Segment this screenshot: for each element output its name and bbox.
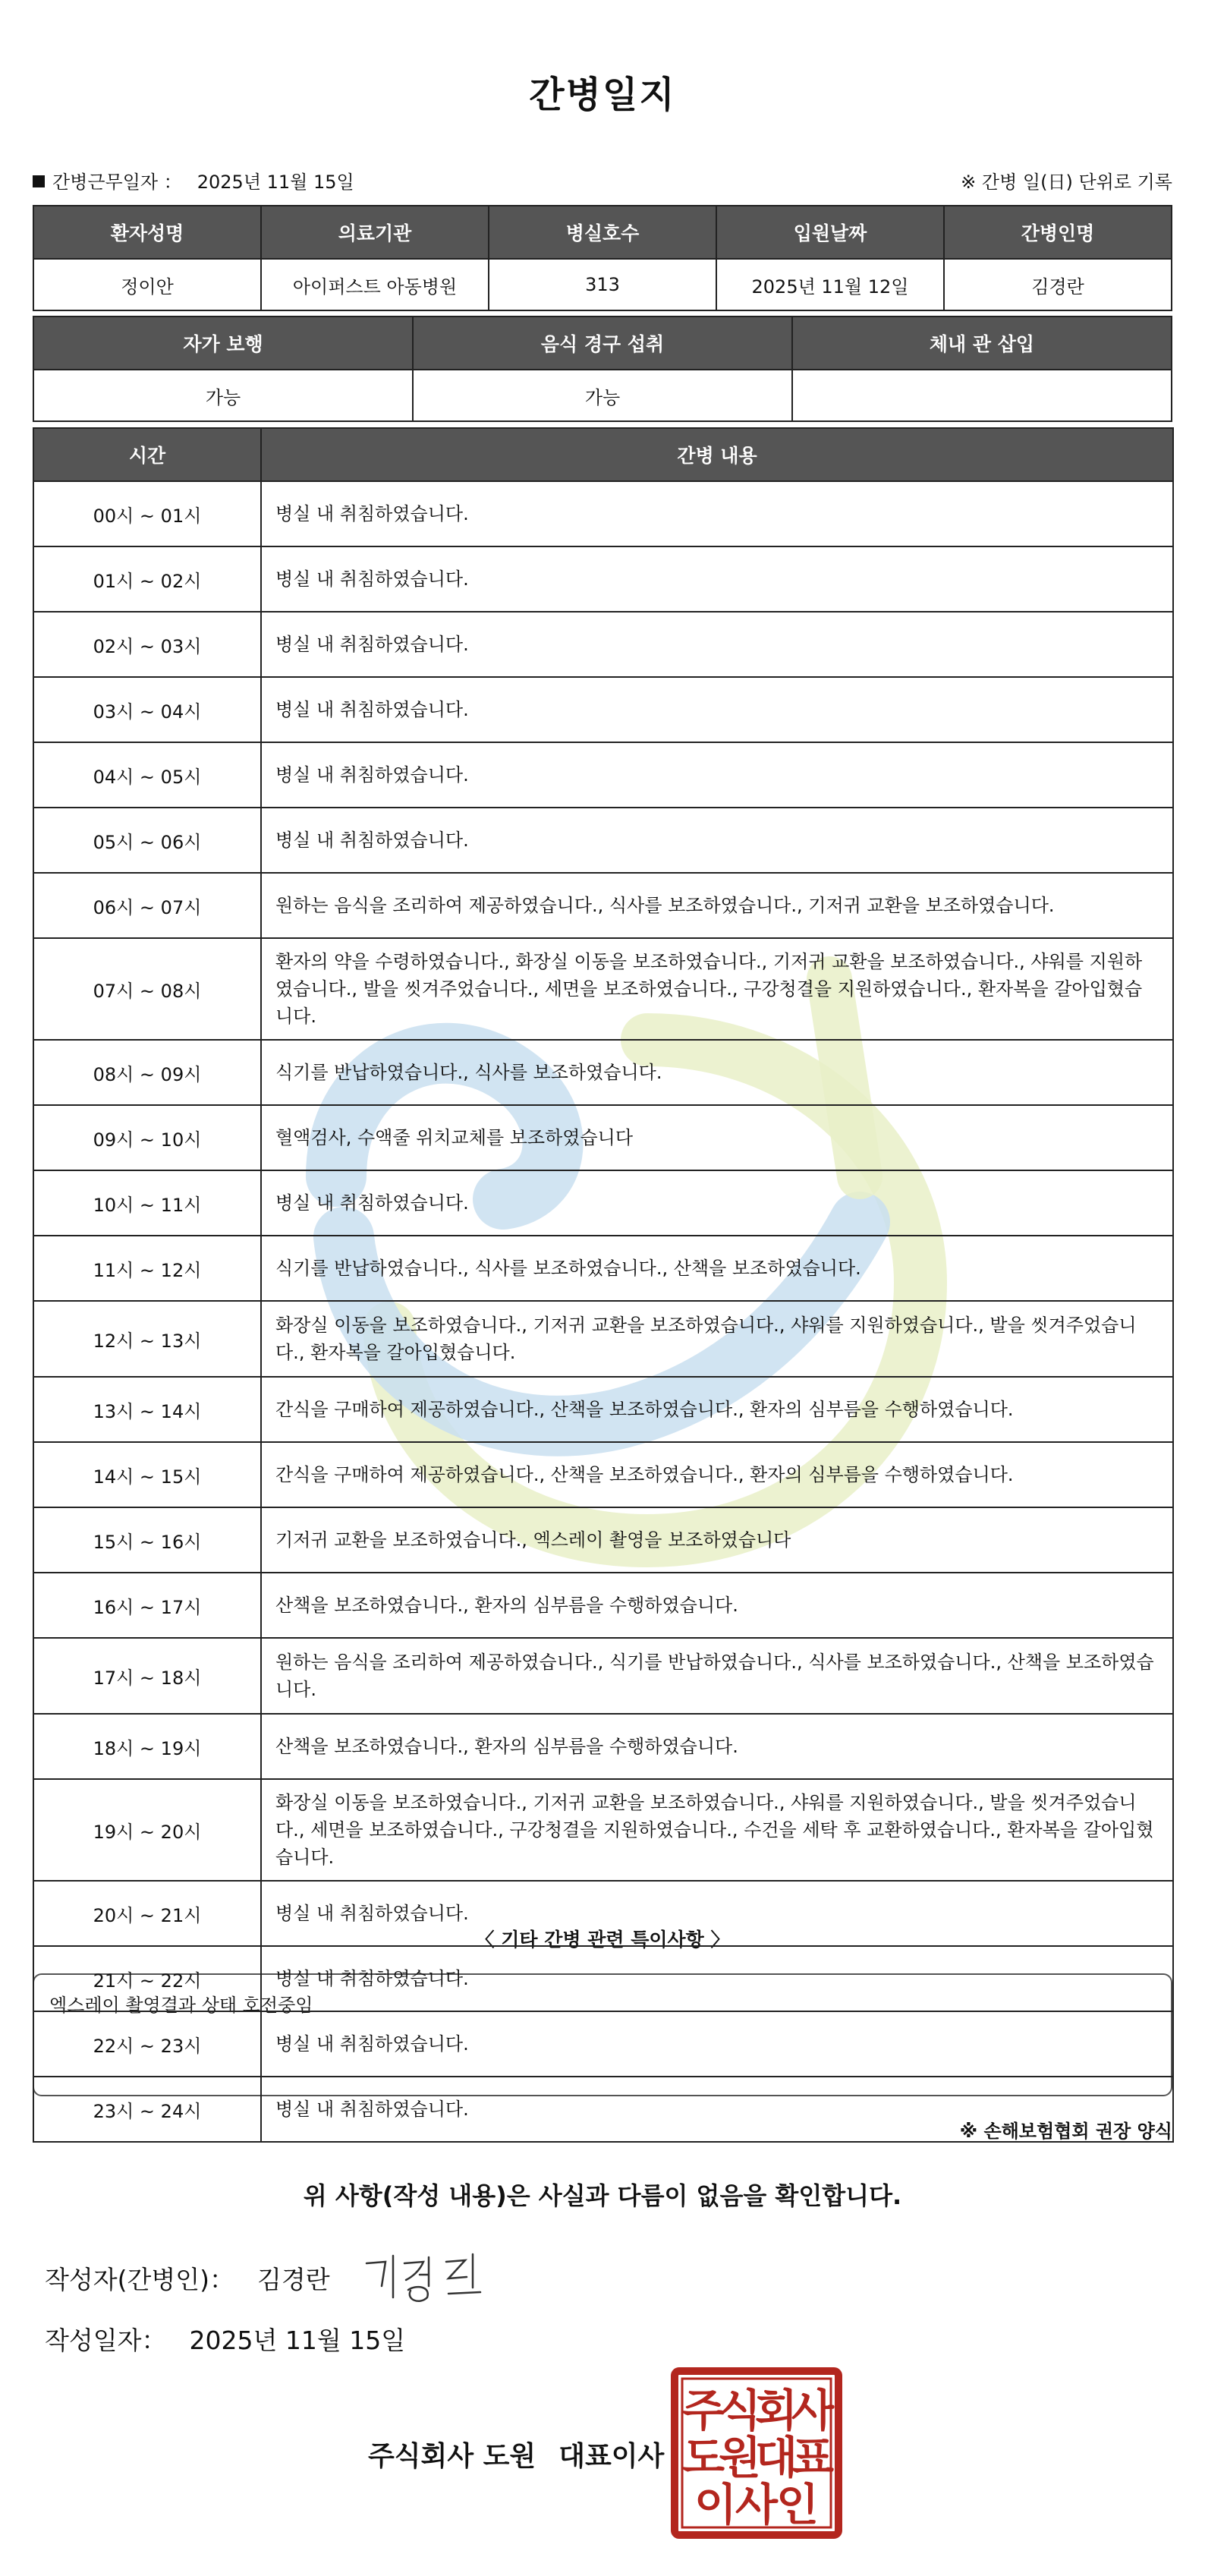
log-time: 10시 ~ 11시 [33,1170,261,1236]
header-walking: 자가 보행 [33,316,413,370]
log-content: 기저귀 교환을 보조하였습니다., 엑스레이 촬영을 보조하였습니다 [261,1507,1173,1573]
log-time: 14시 ~ 15시 [33,1442,261,1507]
log-content: 환자의 약을 수령하였습니다., 화장실 이동을 보조하였습니다., 기저귀 교환을 보조하였습니다., 샤워를 지원하였습니다., 발을 씻겨주었습니다., 세면을 보조하였습니다., 구강청결을 지원하였습니다., 환자복을 갈아입혔습니다. [261,938,1173,1040]
log-row [33,481,1173,546]
header-care-content: 간병 내용 [261,428,1173,481]
log-content: 화장실 이동을 보조하였습니다., 기저귀 교환을 보조하였습니다., 샤워를 지원하였습니다., 발을 씻겨주었습니다., 환자복을 갈아입혔습니다. [261,1301,1173,1377]
log-content: 병실 내 취침하였습니다. [261,1170,1173,1236]
log-content: 산책을 보조하였습니다., 환자의 심부름을 수행하였습니다. [261,1573,1173,1638]
log-row [33,742,1173,808]
log-row [33,1946,1173,2011]
log-content: 병실 내 취침하였습니다. [261,481,1173,546]
header-tube-insertion: 체내 관 삽입 [792,316,1172,370]
svg-text:표: 표 [791,2432,835,2483]
company-seal-stamp [670,2367,843,2540]
log-time: 08시 ~ 09시 [33,1040,261,1105]
log-time: 07시 ~ 08시 [33,938,261,1040]
caregiver-name: 김경란 [944,259,1172,310]
svg-text:주: 주 [681,2385,725,2436]
log-content: 식기를 반납하였습니다., 식사를 보조하였습니다. [261,1040,1173,1105]
log-row [33,1573,1173,1638]
log-content: 병실 내 취침하였습니다. [261,808,1173,873]
tube-insertion-value [792,370,1172,421]
log-time: 12시 ~ 13시 [33,1301,261,1377]
log-time: 18시 ~ 19시 [33,1714,261,1779]
svg-text:대: 대 [754,2432,798,2483]
log-time: 20시 ~ 21시 [33,1881,261,1946]
handwritten-signature [359,2241,496,2309]
write-date-label: 작성일자： [45,2326,167,2355]
log-time: 06시 ~ 07시 [33,873,261,938]
svg-text:원: 원 [718,2432,762,2483]
log-content: 혈액검사, 수액줄 위치교체를 보조하였습니다 [261,1105,1173,1170]
log-content: 원하는 음식을 조리하여 제공하였습니다., 식기를 반납하였습니다., 식사를 보조하였습니다., 산책을 보조하였습니다. [261,1638,1173,1714]
log-row [33,2077,1173,2142]
log-row [33,1507,1173,1573]
header-oral-intake: 음식 경구 섭취 [413,316,792,370]
log-time: 23시 ~ 24시 [33,2077,261,2142]
work-date [33,167,354,194]
work-date-label: 간병근무일자 ： [52,172,182,193]
header-caregiver-name: 간병인명 [944,206,1172,259]
log-time: 03시 ~ 04시 [33,677,261,742]
log-row [33,1714,1173,1779]
log-content: 병실 내 취침하였습니다. [261,612,1173,677]
hospital-name: 아이퍼스트 아동병원 [261,259,489,310]
header-time: 시간 [33,428,261,481]
log-row [33,1105,1173,1170]
log-row [33,873,1173,938]
log-row [33,1170,1173,1236]
log-time: 09시 ~ 10시 [33,1105,261,1170]
condition-value-row [33,370,1172,421]
log-row [33,1881,1173,1946]
log-content: 간식을 구매하여 제공하였습니다., 산책을 보조하였습니다., 환자의 심부름을 수행하였습니다. [261,1442,1173,1507]
work-date-value: 2025년 11월 15일 [197,172,354,193]
admission-date: 2025년 11월 12일 [716,259,944,310]
square-bullet-icon [33,175,45,187]
log-row [33,546,1173,612]
svg-text:회: 회 [754,2385,798,2436]
header-room: 병실호수 [489,206,716,259]
meta-row [33,162,1172,193]
log-row [33,1638,1173,1714]
log-content: 간식을 구매하여 제공하였습니다., 산책을 보조하였습니다., 환자의 심부름을 수행하였습니다. [261,1377,1173,1442]
patient-info-table [33,205,1172,311]
log-time: 02시 ~ 03시 [33,612,261,677]
writer-label: 작성자(간병인)： [45,2265,235,2294]
log-time: 21시 ~ 22시 [33,1946,261,2011]
patient-condition-table [33,316,1172,422]
log-row [33,677,1173,742]
writer-line [45,2260,330,2296]
log-content: 병실 내 취침하였습니다. [261,2077,1173,2142]
write-date-value: 2025년 11월 15일 [189,2326,406,2355]
log-content: 산책을 보조하였습니다., 환자의 심부름을 수행하였습니다. [261,1714,1173,1779]
oral-intake-value: 가능 [413,370,792,421]
patient-info-value-row [33,259,1172,310]
log-row [33,1377,1173,1442]
condition-header-row [33,316,1172,370]
log-row [33,612,1173,677]
log-time: 05시 ~ 06시 [33,808,261,873]
log-content: 병실 내 취침하였습니다. [261,1946,1173,2011]
care-log-page [33,0,1172,2576]
patient-name: 정이안 [33,259,261,310]
log-content: 화장실 이동을 보조하였습니다., 기저귀 교환을 보조하였습니다., 샤워를 지원하였습니다., 발을 씻겨주었습니다., 세면을 보조하였습니다., 구강청결을 지원하였습니다., 수건을 세탁 후 교환하였습니다., 환자복을 갈아입혔습니다. [261,1779,1173,1881]
log-content: 병실 내 취침하였습니다. [261,677,1173,742]
header-patient-name: 환자성명 [33,206,261,259]
log-time: 17시 ~ 18시 [33,1638,261,1714]
log-row [33,1779,1173,1881]
company-name: 주식회사 도원 [368,2441,536,2472]
log-content: 병실 내 취침하였습니다. [261,742,1173,808]
log-row [33,1040,1173,1105]
log-content: 식기를 반납하였습니다., 식사를 보조하였습니다., 산책을 보조하였습니다. [261,1236,1173,1301]
log-content: 병실 내 취침하였습니다. [261,1881,1173,1946]
special-notes-title: 〈 기타 간병 관련 특이사항 〉 [475,1929,730,1951]
patient-info-header-row [33,206,1172,259]
unit-note: ※ 간병 일(日) 단위로 기록 [961,172,1172,193]
log-content: 원하는 음식을 조리하여 제공하였습니다., 식사를 보조하였습니다., 기저귀 교환을 보조하였습니다. [261,873,1173,938]
log-time: 00시 ~ 01시 [33,481,261,546]
confirm-statement: 위 사항(작성 내용)은 사실과 다름이 없음을 확인합니다. [303,2181,902,2210]
log-row [33,1442,1173,1507]
write-date-line [45,2321,405,2357]
svg-text:식: 식 [718,2385,762,2436]
svg-text:도: 도 [681,2432,725,2483]
log-body [33,481,1173,2142]
room-number: 313 [489,259,716,310]
log-content: 병실 내 취침하였습니다. [261,546,1173,612]
special-notes-text: 엑스레이 촬영결과 상태 호전중임 [49,1995,313,2016]
log-time: 15시 ~ 16시 [33,1507,261,1573]
svg-text:사: 사 [735,2479,779,2530]
writer-name: 김경란 [257,2265,330,2294]
header-admission-date: 입원날짜 [716,206,944,259]
log-time: 11시 ~ 12시 [33,1236,261,1301]
svg-text:이: 이 [694,2479,738,2530]
log-time: 22시 ~ 23시 [33,2011,261,2077]
log-row [33,1236,1173,1301]
log-time: 19시 ~ 20시 [33,1779,261,1881]
recommend-note: ※ 손해보험협회 권장 양식 [959,2121,1172,2142]
log-content: 병실 내 취침하였습니다. [261,2011,1173,2077]
care-log-table [33,427,1174,2143]
header-hospital: 의료기관 [261,206,489,259]
log-time: 16시 ~ 17시 [33,1573,261,1638]
log-row [33,938,1173,1040]
log-time: 01시 ~ 02시 [33,546,261,612]
log-row [33,808,1173,873]
ceo-title: 대표이사 [558,2441,665,2472]
log-row [33,2011,1173,2077]
svg-text:사: 사 [791,2385,835,2436]
log-time: 04시 ~ 05시 [33,742,261,808]
svg-text:인: 인 [776,2479,820,2530]
log-row [33,1301,1173,1377]
log-time: 13시 ~ 14시 [33,1377,261,1442]
walking-value: 가능 [33,370,413,421]
page-title: 간병일지 [529,74,676,116]
company-line [368,2435,664,2474]
log-header-row [33,428,1173,481]
